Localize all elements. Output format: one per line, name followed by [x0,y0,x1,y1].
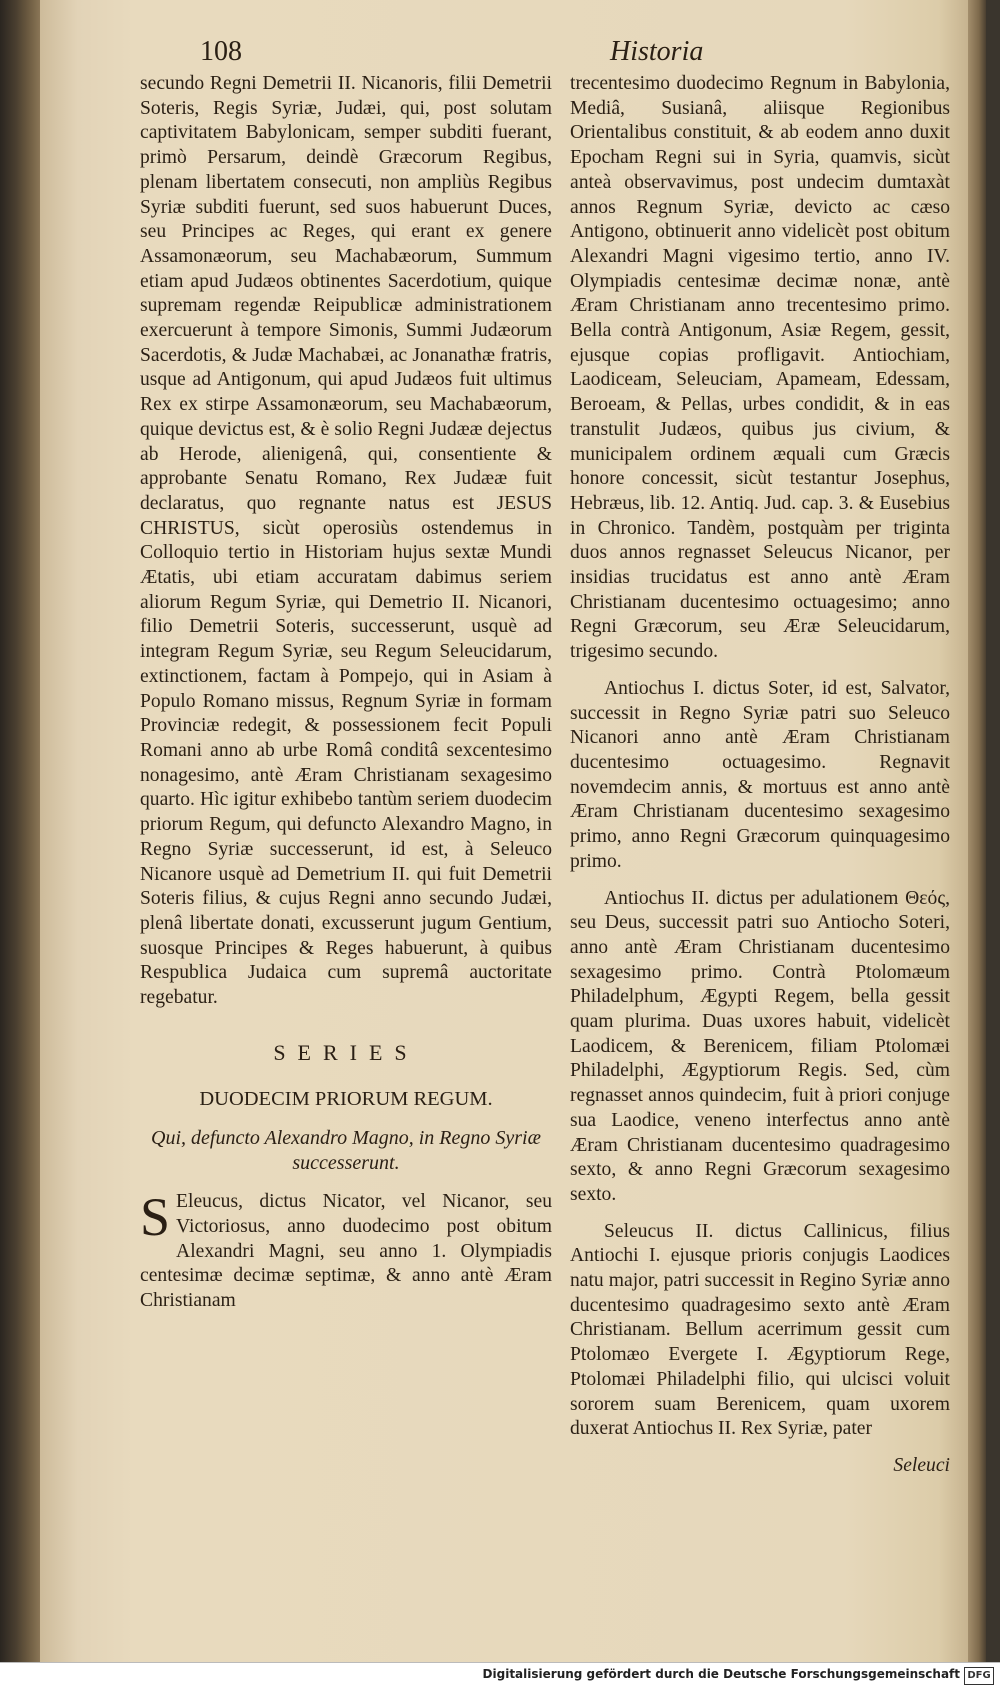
right-paragraph-1: trecentesimo duodecimo Regnum in Babylonia, Mediâ, Susianâ, aliisque Regionibus Orientalibus constituit, & ab eodem anno duxit Epocham Regni sui in Syria, quamvis, sicùt anteà observavimus, post undecim dumtaxàt annos Regnum Syriæ, devicto ac cæso Antigono, obtinuerit anno videlicèt post obitum Alexandri Magni vigesimo tertio, anno IV. Olympiadis centesimæ decimæ nonæ, antè Æram Christianam anno trecentesimo primo. Bella contrà Antigonum, Asiæ Regem, gessit, ejusque copias profligavit. Antiochiam, Laodiceam, Seleuciam, Apameam, Edessam, Beroeam, & Pellas, urbes condidit, & in eas transtulit Judæos, quibus jus civium, & municipalem ordinem æquali cum Græcis honore concessit, sicùt testantur Josephus, Hebræus, lib. 12. Antiq. Jud. cap. 3. & Eusebius in Chronico. Tandèm, postquàm per triginta duos annos regnasset Seleucus Nicanor, per insidias trucidatus est anno antè Æram Christianam ducentesimo octuagesimo; anno Regni Græcorum, seu Æræ Seleucidarum, trigesimo secundo. [570,73,950,663]
series-heading: SERIES [273,1039,419,1065]
section-subheading: DUODECIM PRIORUM REGUM. [199,1088,493,1111]
page-number: 108 [200,36,242,67]
left-paragraph-2 [140,1187,552,1314]
drop-cap: S [140,1187,171,1248]
left-paragraph-1: secundo Regni Demetrii II. Nicanoris, filii Demetrii Soteris, Regis Syriæ, Judæi, qui, post solutam captivitatem Babylonicam, semper subditi fuerant, primò Persarum, deindè Græcorum Regibus, plenam libertatem consecuti, non ampliùs Regibus Syriæ subditi fuerunt, sed suos habuerunt Duces, seu Principes ac Reges, qui erant ex genere Assamonæorum, seu Machabæorum, Summum etiam apud Judæos obtinentes Sacerdotium, quique supremam regendæ Reipublicæ administrationem exercuerunt à tempore Simonis, Summi Judæorum Sacerdotis, & Judæ Machabæi, ac Jonanathæ fratris, usque ad Antigonum, qui apud Judæos fuit ultimus Rex ex stirpe Assamonæorum, seu Machabæorum, quique devictus est, & è solio Regni Judææ dejectus ab Herode, alienigenâ, qui, consentiente & approbante Senatu Romano, Rex Judææ fuit declaratus, quo regnante natus est JESUS CHRISTUS, sicùt operosiùs ostendemus in Colloquio tertio in Historiam hujus sextæ Mundi Ætatis, ubi etiam accuratam dabimus seriem aliorum Regum Syriæ, qui Demetrio II. Nicanori, filio Demetrii Soteris, successerunt, usquè ad integram Regum Syriæ, seu Regum Seleucidarum, extinctionem, factam à Pompejo, qui in Asiam à Populo Romano missus, Regnum Syriæ in formam Provinciæ redegit, & possessionem fecit Populi Romani anno ab urbe Româ conditâ sexcentesimo nonagesimo, antè Æram Christianam sexagesimo quarto. Hìc igitur exhibebo tantùm seriem duodecim priorum Regum, qui defuncto Alexandro Magno, in Regno Syriæ successerunt, id est, à Seleuco Nicanore usquè ad Demetrium II. qui fuit Demetrii Soteris filius, & cujus Regni anno secundo Judæi, plenâ libertate donati, excusserunt jugum Gentium, suosque Principes & Reges habuerunt, à quibus Respublica Judaica cum supremâ auctoritate regebatur. [140,73,552,1009]
left-paragraph-2-text: Eleucus, dictus Nicator, vel Nicanor, seu Victoriosus, anno duodecimo post obitum Alexandri Magni, seu anno 1. Olympiadis centesimæ decimæ septimæ, & anno antè Æram Christianam [140,1191,552,1311]
page-edge [968,0,986,1662]
page-header [160,36,926,76]
right-paragraph-antiochus-1: Antiochus I. dictus Soter, id est, Salvator, successit in Regno Syriæ patri suo Seleuco Nicanori anno antè Æram Christianam ducentesimo octuagesimo. Regnavit novemdecim annis, & mortuus est anno antè Æram Christianam ducentesimo sexagesimo primo, anno Regni Græcorum quinquagesimo primo. [570,677,950,872]
right-paragraph-seleucus-2: Seleucus II. dictus Callinicus, filius Antiochi I. ejusque prioris conjugis Laodices natu major, patri successit in Regino Syriæ anno ducentesimo quadragesimo sexto antè Æram Christianam. Bellum acerrimum gessit cum Ptolomæo Evergete I. Ægyptiorum Rege, Ptolomæi Philadelphi filio, qui ulcisci voluit sororem suam Berenicem, quam uxorem duxerat Antiochus II. Rex Syriæ, pater [570,1220,950,1440]
funding-notice: Digitalisierung gefördert durch die Deutsche Forschungsgemeinschaft [482,1667,960,1681]
section-subtitle: Qui, defuncto Alexandro Magno, in Regno Syriæ successerunt. [151,1127,541,1175]
right-paragraph-antiochus-2: Antiochus II. dictus per adulationem Θεός, seu Deus, successit patri suo Antiocho Soteri, anno antè Æram Christianam ducentesimo sexagesimo primo. Contrà Ptolomæum Philadelphum, Ægypti Regem, bella gessit quam plurima. Duas uxores habuit, videlicèt Laodicem, & Berenicem, filiam Ptolomæi Philadelphi, Ægyptiorum Regis. Sed, cùm regnasset annos quindecim, fuit à priori conjuge sua Laodice, veneno interfectus anno antè Æram Christianam ducentesimo quadragesimo sexto, & anno Regni Græcorum sexagesimo sexto. [570,887,950,1205]
digitization-footer [0,1662,1000,1688]
right-column [570,72,950,1491]
book-binding-edge [0,0,40,1687]
left-column [140,72,552,1326]
running-head: Historia [610,36,704,67]
book-page [40,0,986,1662]
dfg-logo: DFG [964,1667,994,1685]
catchword: Seleuci [893,1454,950,1476]
